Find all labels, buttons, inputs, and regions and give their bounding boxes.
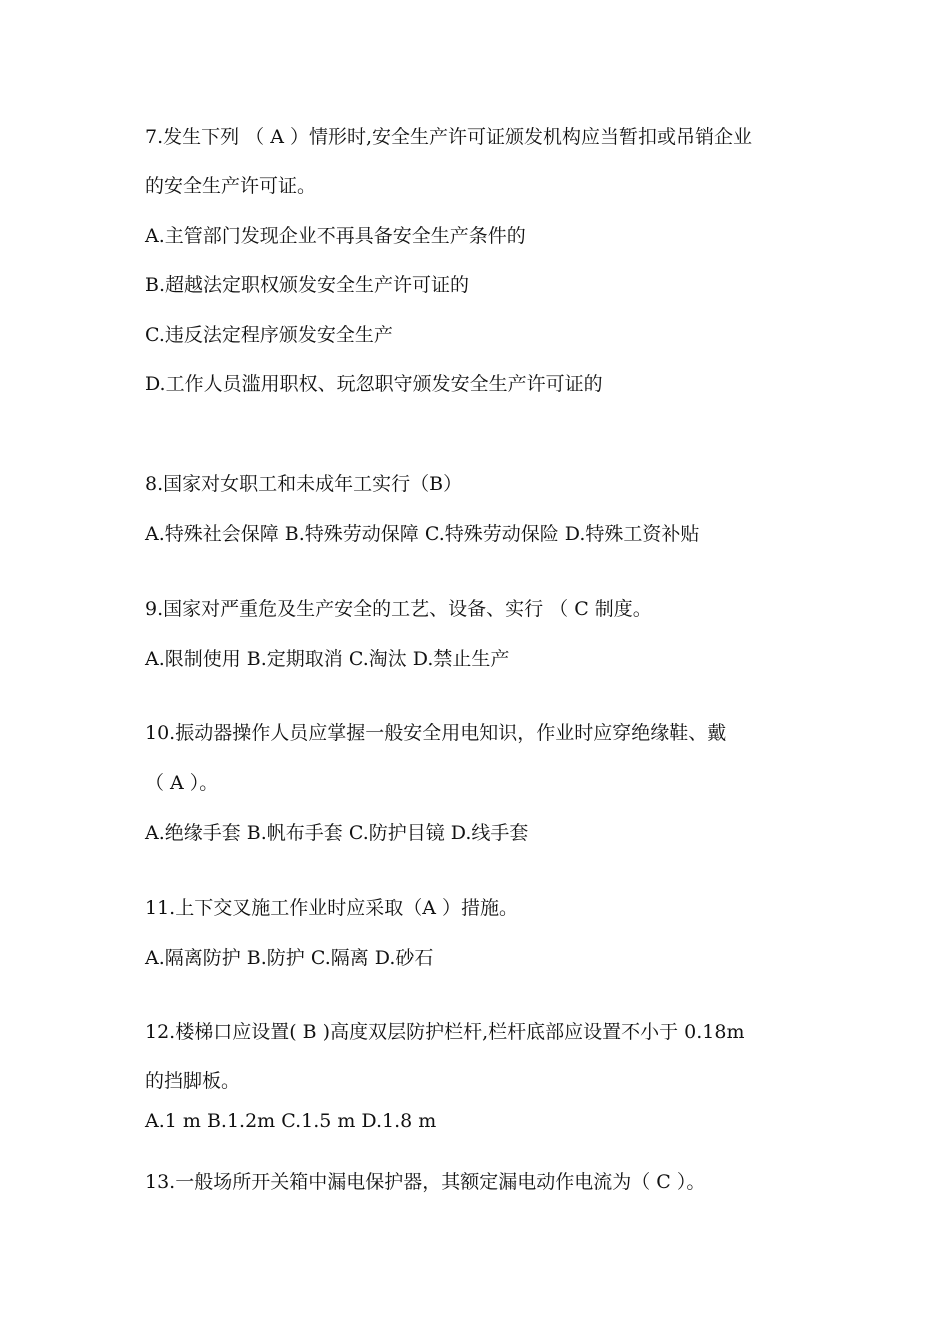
question-7-stem-line-1: 7.发生下列 （ A ）情形时,安全生产许可证颁发机构应当暂扣或吊销企业 — [145, 126, 753, 148]
question-13-stem: 13.一般场所开关箱中漏电保护器，其额定漏电动作电流为（ C ）。 — [145, 1171, 706, 1193]
question-10-stem-line-1: 10.振动器操作人员应掌握一般安全用电知识，作业时应穿绝缘鞋、戴 — [145, 722, 727, 744]
question-9-options: A.限制使用 B.定期取消 C.淘汰 D.禁止生产 — [145, 648, 510, 670]
question-9-stem: 9.国家对严重危及生产安全的工艺、设备、实行 （ C 制度。 — [145, 598, 652, 620]
question-12-stem-line-1: 12.楼梯口应设置( B )高度双层防护栏杆,栏杆底部应设置不小于 0.18m — [145, 1021, 745, 1043]
question-7-option-b: B.超越法定职权颁发安全生产许可证的 — [145, 274, 470, 296]
question-7-option-c: C.违反法定程序颁发安全生产 — [145, 324, 393, 346]
question-8-stem: 8.国家对女职工和未成年工实行（B） — [145, 473, 463, 495]
question-11-stem: 11.上下交叉施工作业时应采取（A ）措施。 — [145, 897, 518, 919]
question-10-options: A.绝缘手套 B.帆布手套 C.防护目镜 D.线手套 — [145, 822, 529, 844]
question-7-option-d: D.工作人员滥用职权、玩忽职守颁发安全生产许可证的 — [145, 373, 603, 395]
question-11-options: A.隔离防护 B.防护 C.隔离 D.砂石 — [145, 947, 434, 969]
question-7-stem-line-2: 的安全生产许可证。 — [145, 175, 317, 197]
question-10-stem-line-2: （ A ）。 — [145, 772, 219, 794]
question-7-option-a: A.主管部门发现企业不再具备安全生产条件的 — [145, 225, 526, 247]
question-12-options: A.1 m B.1.2m C.1.5 m D.1.8 m — [145, 1110, 437, 1132]
question-12-stem-line-2: 的挡脚板。 — [145, 1070, 241, 1092]
question-8-options: A.特殊社会保障 B.特殊劳动保障 C.特殊劳动保险 D.特殊工资补贴 — [145, 523, 700, 545]
